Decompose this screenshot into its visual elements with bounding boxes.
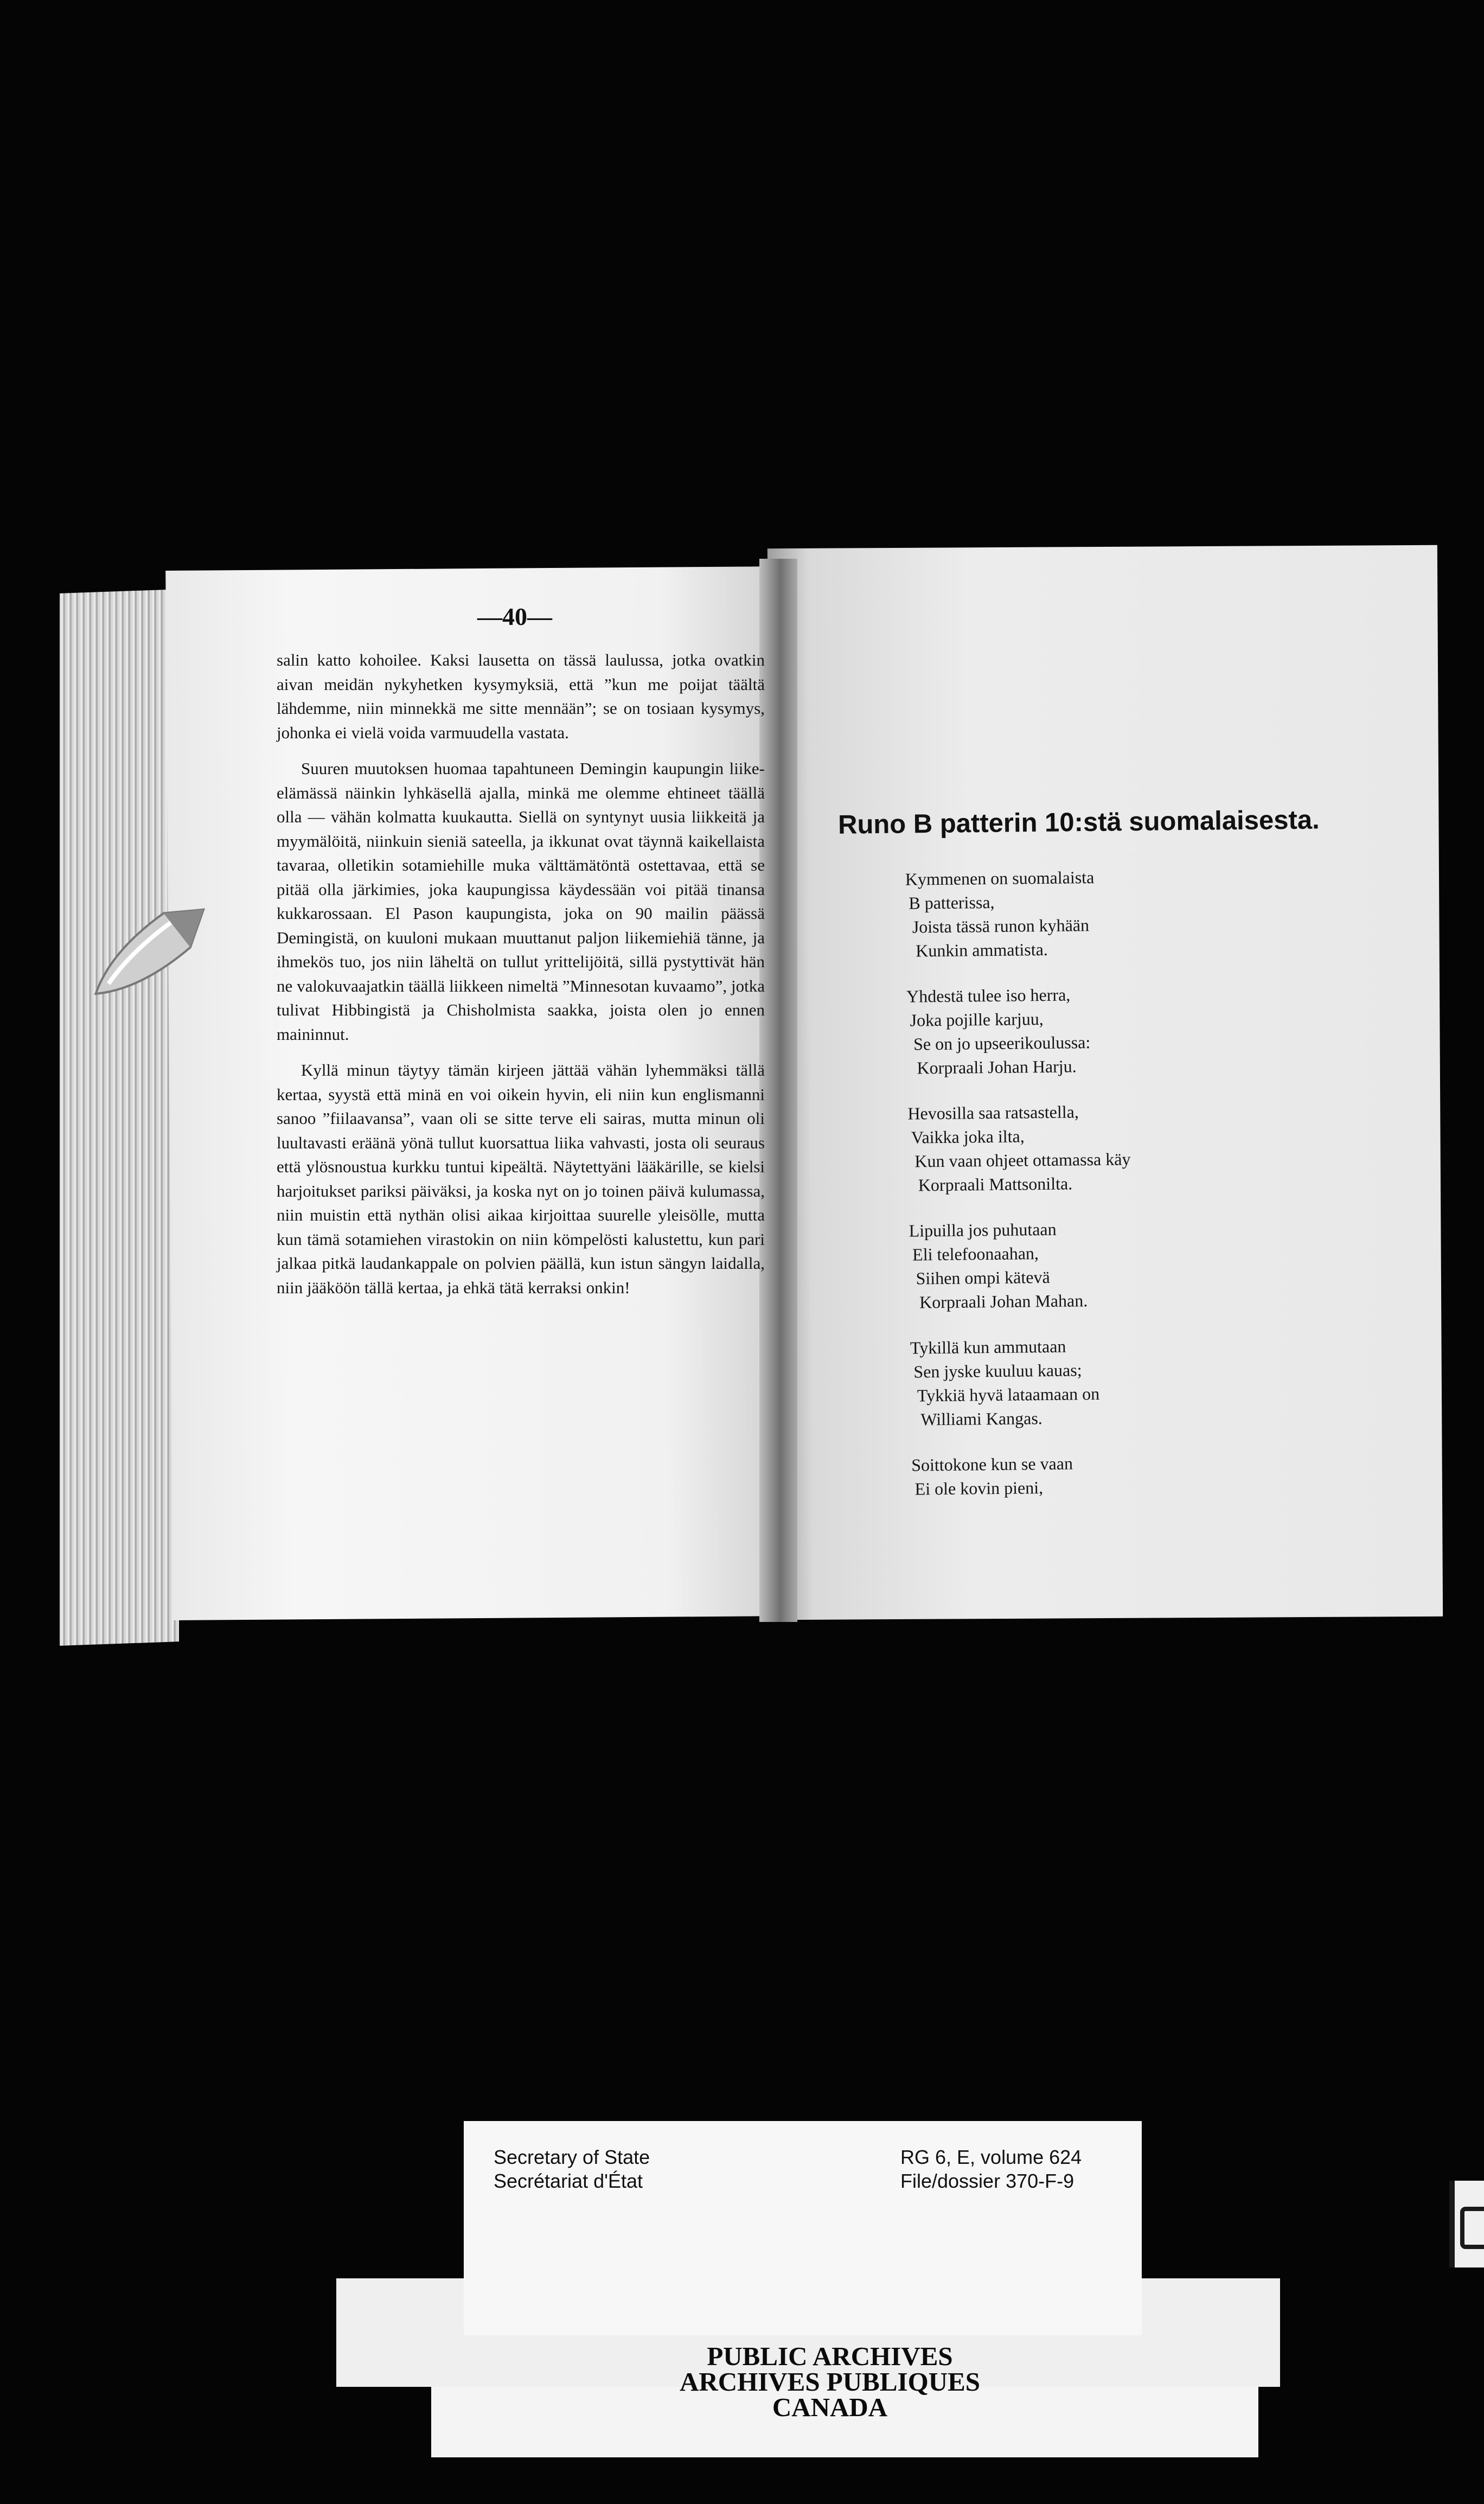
page-number: —40—	[477, 603, 552, 630]
poem-line: Tykkiä hyvä lataamaan on	[917, 1383, 1100, 1406]
poem-line: Korpraali Johan Harju.	[917, 1056, 1077, 1078]
poem-line: Sen jyske kuuluu kauas;	[913, 1360, 1082, 1382]
department-en: Secretary of State	[494, 2146, 650, 2168]
stanza	[906, 980, 1287, 1079]
poem-line: Siihen ompi kätevä	[916, 1267, 1050, 1288]
archive-reference-label	[464, 2121, 1142, 2335]
poem-line: Yhdestä tulee iso herra,	[906, 985, 1071, 1006]
poem-title: Runo B patterin 10:stä suomalaisesta.	[837, 805, 1320, 840]
stanza	[909, 1215, 1289, 1314]
poem-line: Kymmenen on suomalaista	[905, 867, 1095, 889]
poem-line: Lipuilla jos puhutaan	[909, 1219, 1057, 1241]
stanza	[910, 1332, 1291, 1431]
stamp-line-country: CANADA	[772, 2392, 888, 2422]
poem-line: Kun vaan ohjeet ottamassa käy	[914, 1149, 1131, 1171]
poem-line: B patterissa,	[909, 892, 995, 913]
poem-line: Hevosilla saa ratsastella,	[907, 1102, 1079, 1123]
paragraph: Kyllä minun täytyy tämän kirjeen jättää vähän lyhemmäksi tällä kertaa, syystä että minä en voi oikein hyvin, eli niin kun englismanni sanoo ”fiilaavansa”, vaan oli se sitte terve eli sairas, mutta minun oli luultavasti eräänä yönä tullut kuorsattua liika vahvasti, josta oli seuraus että ylösnoustua kurkku tuntui kipeältä. Näytettyäni lääkärille, se kielsi harjoitukset pariksi päiväksi, ja koska nyt on jo toinen päivä kulumassa, niin muistin että nythän olisi aikaa kirjoittaa suurelle yleisölle, mutta kun tämä sotamiehen virastokin on niin kömpelösti kalustettu, kun pari jalkaa pitkä laudankappale on polvien päällä, kun istun sängyn laidalla, niin jääköön tällä kertaa, ja ehkä tätä kerraksi onkin!	[277, 1061, 765, 1297]
poem-line: Korpraali Mattsonilta.	[918, 1173, 1073, 1195]
poem-line: Eli telefoonaahan,	[912, 1243, 1039, 1264]
book-gutter	[759, 559, 797, 1622]
stamp-line-en: PUBLIC ARCHIVES	[707, 2341, 953, 2371]
stanza	[905, 863, 1286, 962]
poem-line: Vaikka joka ilta,	[911, 1126, 1025, 1147]
poem-line: Korpraali Johan Mahan.	[919, 1291, 1088, 1312]
poem-line: Se on jo upseerikoulussa:	[913, 1032, 1091, 1054]
poem-line: Williami Kangas.	[920, 1408, 1042, 1429]
poem-line: Kunkin ammatista.	[916, 939, 1048, 961]
department-fr: Secrétariat d'État	[494, 2170, 643, 2192]
record-group: RG 6, E, volume 624	[900, 2146, 1082, 2168]
stanza	[911, 1449, 1291, 1500]
poem-line: Joka pojille karjuu,	[910, 1009, 1044, 1030]
archive-stamp	[575, 2343, 1085, 2420]
department-block	[494, 2145, 650, 2193]
page-edges	[60, 589, 179, 1646]
left-page-text	[277, 648, 765, 1312]
film-edge-glyph	[1460, 2207, 1484, 2249]
stamp-line-fr: ARCHIVES PUBLIQUES	[679, 2367, 981, 2397]
file-number: File/dossier 370-F-9	[900, 2170, 1074, 2192]
stanza	[907, 1097, 1288, 1197]
film-edge-mark	[1449, 2181, 1484, 2267]
poem-line: Soittokone kun se vaan	[911, 1453, 1073, 1475]
paragraph: Suuren muutoksen huomaa tapahtuneen Demingin kaupungin liike-elämässä näinkin lyhkäsellä ajalla, minkä me olemme ehtineet täällä olla — vähän kolmatta kuukautta. Siellä on syntynyt uusia liikkeitä ja myymälöitä, niinkuin sieniä sateella, ja ikkunat ovat täynnä kaikellaista tavaraa, olletikin sotamiehille muka välttämätöntä ostettavaa, että se pitää olla järkimies, joka kaupungissa käydessään voi pitää tinansa kukkarossaan. El Pason kaupungista, joka on 90 mailin päässä Demingistä, on kuuloni mukaan muuttanut paljon liikemiehiä tänne, ja ihmekös tuo, jos niin läheltä on tullut yrittelijöitä, sillä pystyttivät hän ne valokuvaajatkin täällä liikkeen nimeltä ”Minnesotan kuvaamo”, jotka tulivat Hibbingistä ja Chisholmista saakka, joista olen jo ennen maininnut.	[277, 759, 765, 1044]
poem-line: Ei ole kovin pieni,	[914, 1478, 1044, 1499]
poem-line: Joista tässä runon kyhään	[912, 915, 1090, 937]
reference-block	[900, 2145, 1082, 2193]
poem-line: Tykillä kun ammutaan	[910, 1336, 1066, 1358]
poem	[905, 863, 1292, 1522]
paragraph: salin katto kohoilee. Kaksi lausetta on tässä laulussa, jotka ovatkin aivan meidän nykyhetken kysymyksiä, että ”kun me poijat täältä lähdemme, niin minnekkä me sitte mennään”; se on tosiaan kysymys, johonka ei vielä voida varmuudella vastata.	[277, 650, 765, 742]
